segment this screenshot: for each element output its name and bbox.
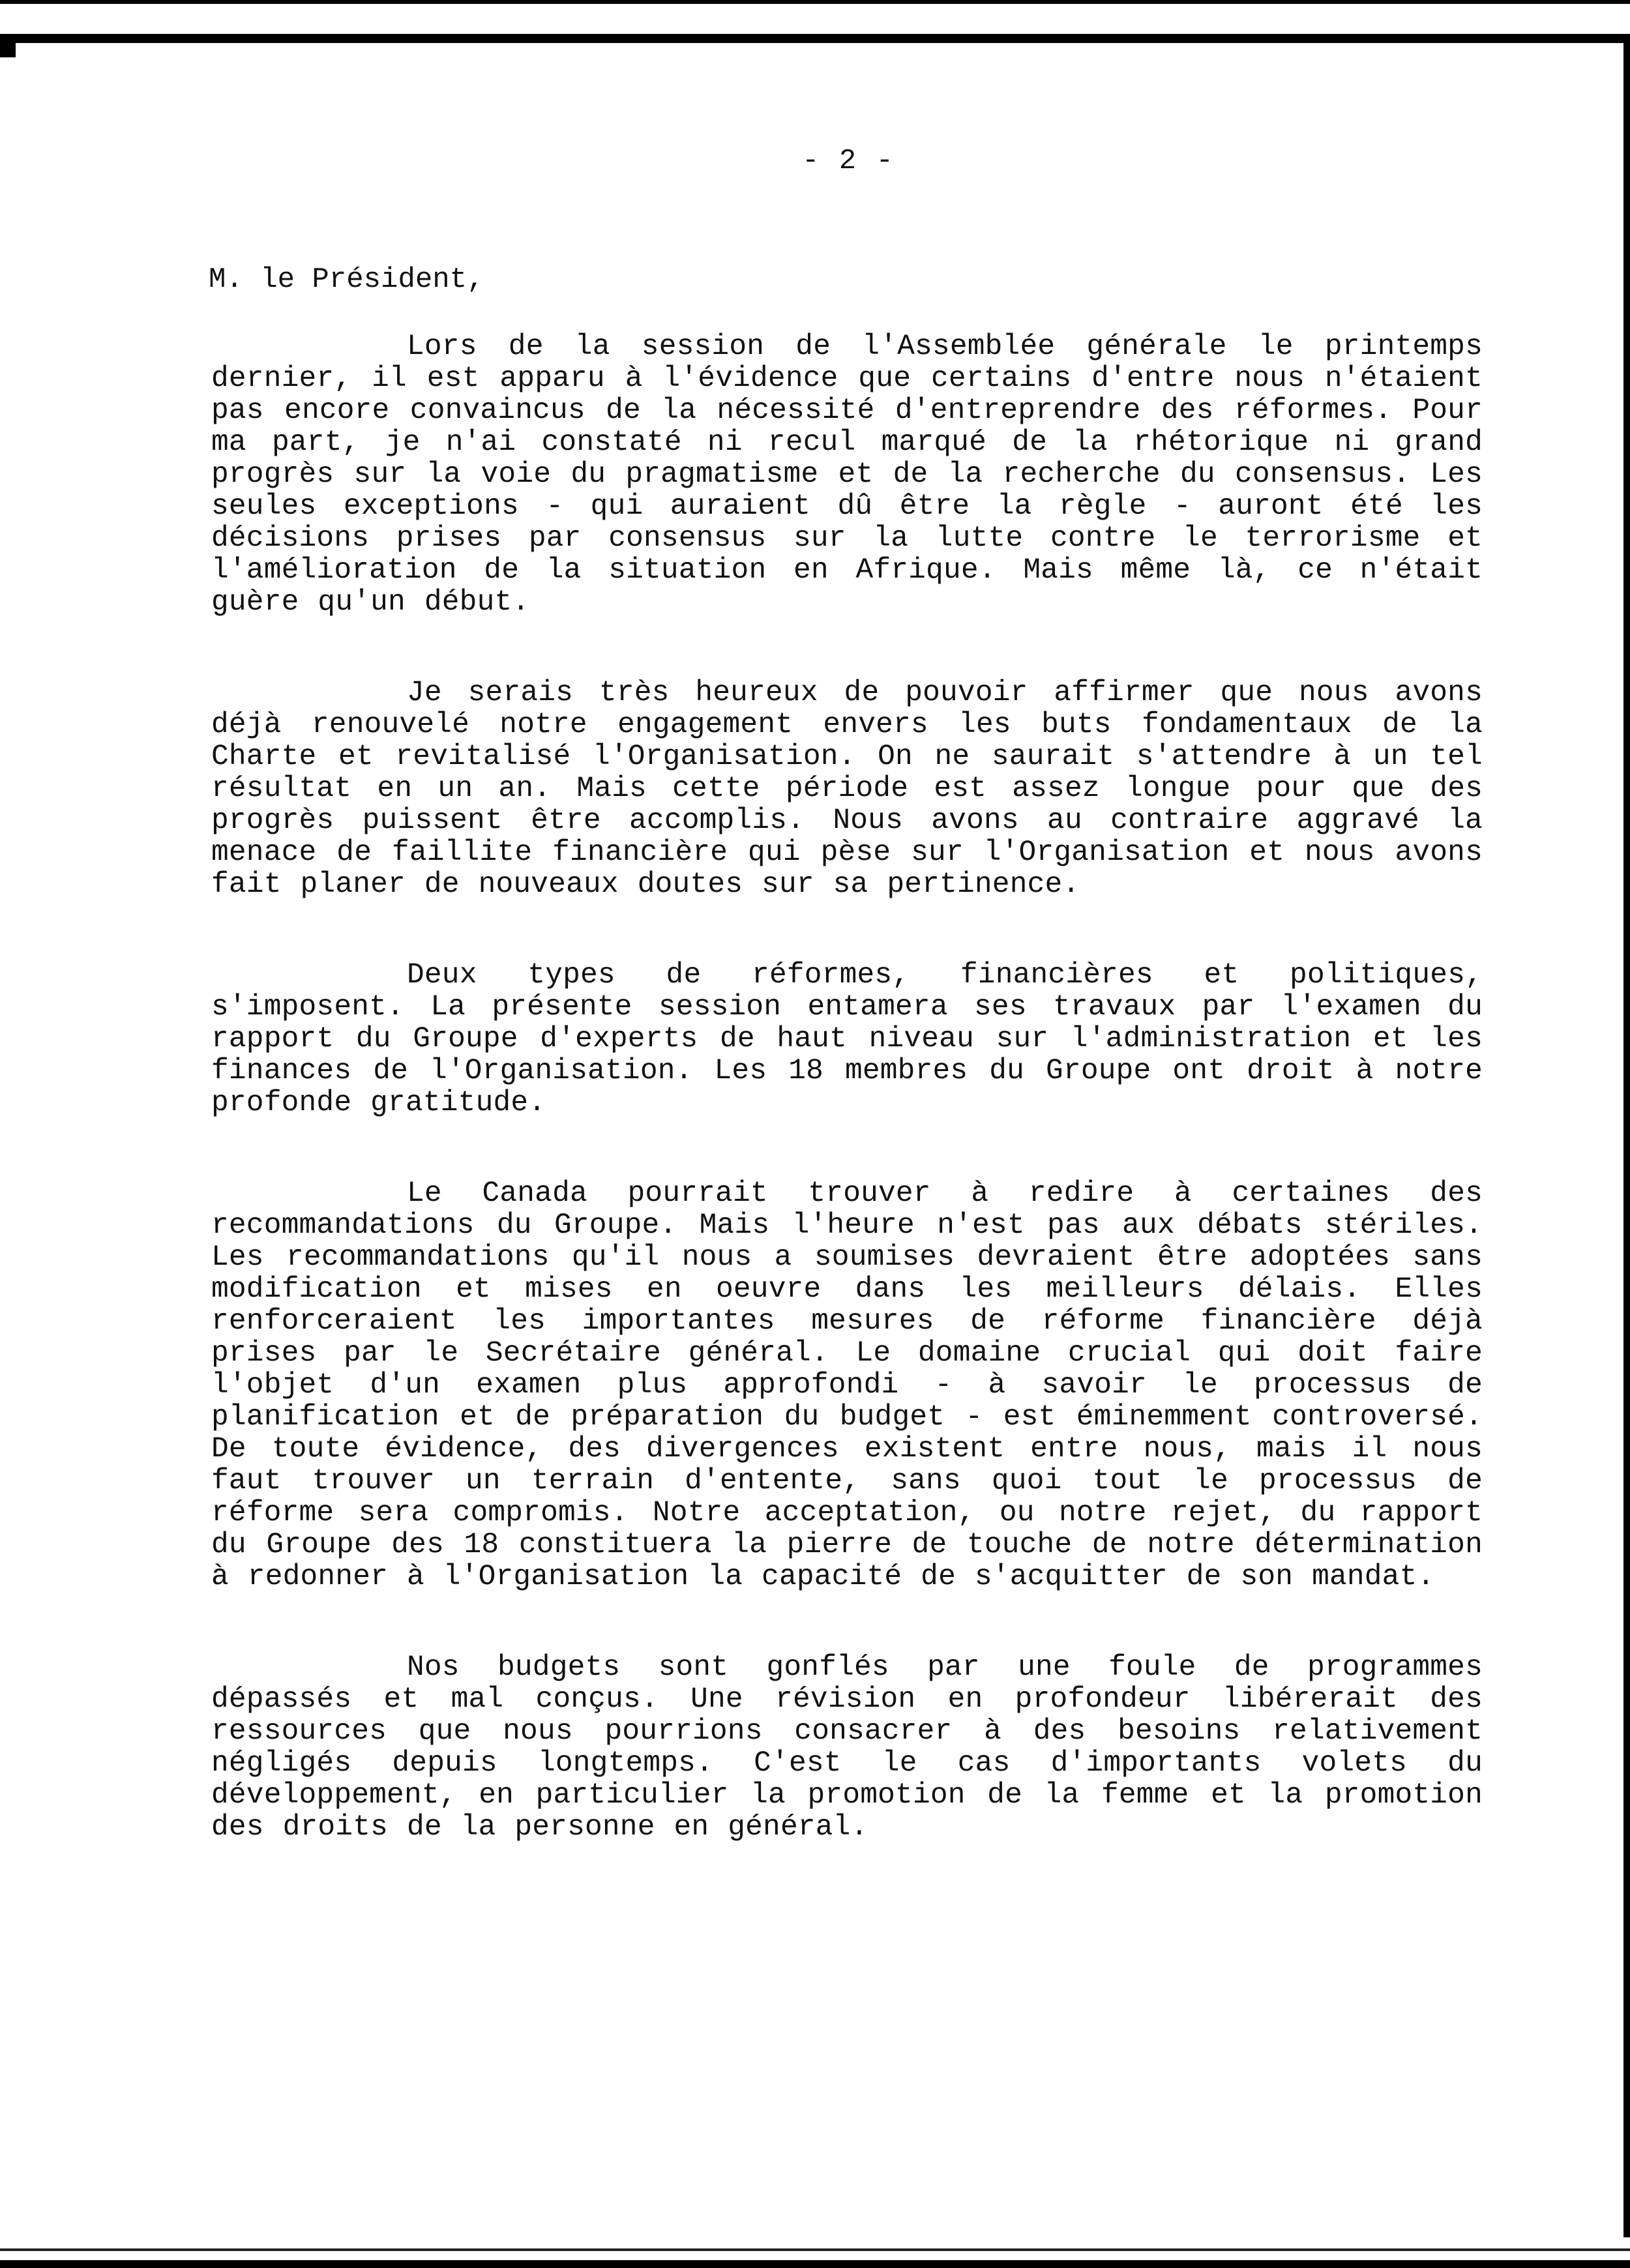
paragraph: Deux types de réformes, financières et politiques, s'imposent. La présente session entamera ses travaux par l'examen du rapport du Groupe d'experts de haut niveau sur l'administration et les finances de l'Organisation. Les 18 membres du Groupe ont droit à notre profonde gratitude. (211, 959, 1483, 1119)
scan-border-bottom (0, 2260, 1630, 2268)
paragraph: Nos budgets sont gonflés par une foule de programmes dépassés et mal conçus. Une révision en profondeur libérerait des ressources que nous pourrions consacrer à des besoins relativement négligés depuis longtemps. C'est le cas d'importants volets du développement, en particulier la promotion de la femme et la promotion des droits de la personne en général. (211, 1651, 1483, 1844)
scan-border-bottom-inner (0, 2248, 1630, 2251)
scan-corner-mark (0, 39, 16, 57)
document-body (211, 331, 1483, 1902)
page-number: - 2 - (802, 145, 895, 177)
scan-border-right (1623, 34, 1630, 2237)
salutation: M. le Président, (209, 263, 484, 296)
scan-border-top-thin (0, 0, 1630, 4)
paragraph: Le Canada pourrait trouver à redire à certaines des recommandations du Groupe. Mais l'heure n'est pas aux débats stériles. Les recommandations qu'il nous a soumises devraient être adoptées sans modification et mises en oeuvre dans les meilleurs délais. Elles renforceraient les importantes mesures de réforme financière déjà prises par le Secrétaire général. Le domaine crucial qui doit faire l'objet d'un examen plus approfondi - à savoir le processus de planification et de préparation du budget - est éminemment controversé. De toute évidence, des divergences existent entre nous, mais il nous faut trouver un terrain d'entente, sans quoi tout le processus de réforme sera compromis. Notre acceptation, ou notre rejet, du rapport du Groupe des 18 constituera la pierre de touche de notre détermination à redonner à l'Organisation la capacité de s'acquitter de son mandat. (211, 1177, 1483, 1593)
paragraph: Je serais très heureux de pouvoir affirmer que nous avons déjà renouvelé notre engagement envers les buts fondamentaux de la Charte et revitalisé l'Organisation. On ne saurait s'attendre à un tel résultat en un an. Mais cette période est assez longue pour que des progrès puissent être accomplis. Nous avons au contraire aggravé la menace de faillite financière qui pèse sur l'Organisation et nous avons fait planer de nouveaux doutes sur sa pertinence. (211, 677, 1483, 901)
paragraph: Lors de la session de l'Assemblée générale le printemps dernier, il est apparu à l'évidence que certains d'entre nous n'étaient pas encore convaincus de la nécessité d'entreprendre des réformes. Pour ma part, je n'ai constaté ni recul marqué de la rhétorique ni grand progrès sur la voie du pragmatisme et de la recherche du consensus. Les seules exceptions - qui auraient dû être la règle - auront été les décisions prises par consensus sur la lutte contre le terrorisme et l'amélioration de la situation en Afrique. Mais même là, ce n'était guère qu'un début. (211, 331, 1483, 619)
scan-border-top (0, 34, 1630, 43)
